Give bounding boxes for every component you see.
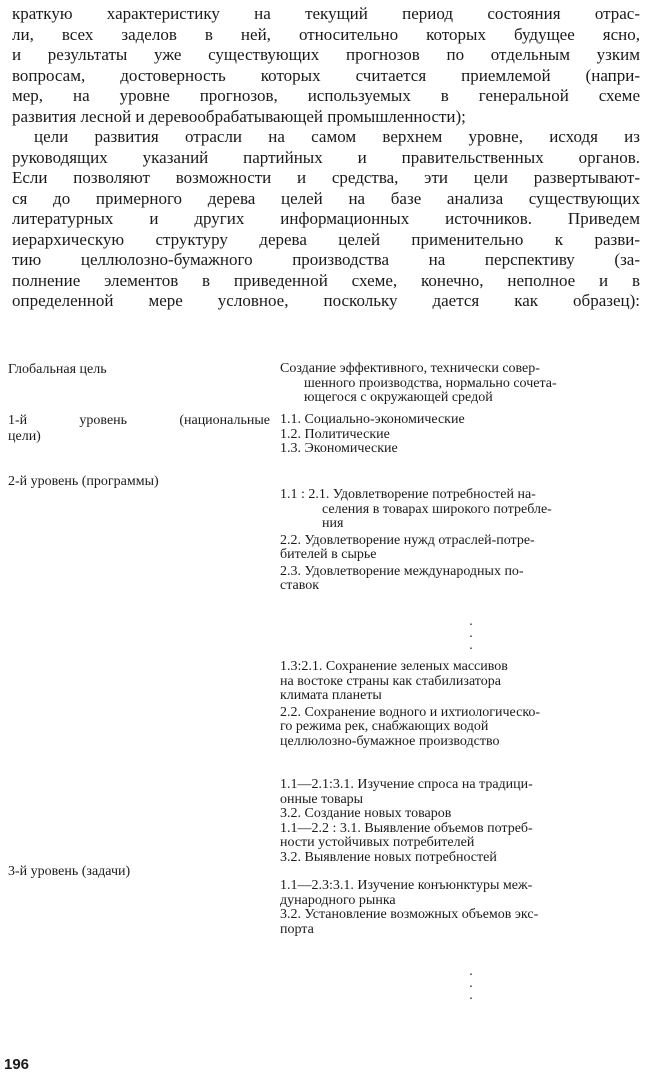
global-goal: Создание эффективного, технически совер- шенного производства, нормально сочета- ющегося с окружающей средой xyxy=(280,361,557,405)
list-item: 3.2. Установление возможных объемов экс- xyxy=(280,907,539,922)
text-line: и результаты уже существующих прогнозов по отдельным узким xyxy=(12,45,640,64)
text-line: Если позволяют возможности и средства, эти цели развертывают- xyxy=(12,168,640,187)
level2-group-1: 1.1 : 2.1. Удовлетворение потребностей на- селения в товарах широкого потребле- ния 2.2. Удовлетворение нужд отраслей-потре- бителей в сырье 2.3. Удовлетворение международных по- ставок xyxy=(280,488,640,594)
text-line: определенной мере условное, поскольку дается как образец): xyxy=(12,291,640,310)
list-item: 2.2. Сохранение водного и ихтиологическо- xyxy=(280,704,541,720)
list-item: 1.1. Социально-экономические xyxy=(280,412,465,427)
level2-group-2: 1.3:2.1. Сохранение зеленых массивов на востоке страны как стабилизатора климата планеты 2.2. Сохранение водного и ихтиологическо- го режима рек, снабжающих водой целлюлозно-бумажное производство xyxy=(280,660,640,749)
list-item: 1.1 : 2.1. Удовлетворение потребностей на- xyxy=(280,487,536,502)
list-item: 1.2. Политические xyxy=(280,426,390,442)
text-line: тию целлюлозно-бумажного производства на перспективу (за- xyxy=(12,250,640,269)
text-line: вопросам, достоверность которых считается приемлемой (напри- xyxy=(12,65,640,85)
text-line: иерархическую структуру дерева целей применительно к разви- xyxy=(12,229,640,249)
text-line: литературных и других информационных источников. Приведем xyxy=(12,209,640,228)
text-line: мер, на уровне прогнозов, используемых в генеральной схеме xyxy=(12,86,640,105)
label-level1: 1-й уровень (национальные xyxy=(8,413,270,428)
ellipsis-vertical: · · · xyxy=(468,618,474,657)
text-line: цели развития отрасли на самом верхнем уровне, исходя из xyxy=(34,127,640,146)
level3-list: 1.1—2.1:3.1. Изучение спроса на традици- онные товары 3.2. Создание новых товаров 1.1—2.2 : 3.1. Выявление объемов потреб- ности устойчивых потребителей 3.2. Выявление новых потребностей 1.1—2.3:3.1. Изучение конъюнктуры меж- дународного рынка 3.2. Установление возможных объемов экс- порта xyxy=(280,778,640,937)
list-item: 3.2. Выявление новых потребностей xyxy=(280,849,497,865)
list-item: 2.3. Удовлетворение международных по- xyxy=(280,563,524,579)
text-line: развития лесной и деревообрабатывающей промышленности); xyxy=(12,106,466,126)
page-number: 196 xyxy=(4,1056,30,1073)
list-item: 1.3:2.1. Сохранение зеленых массивов xyxy=(280,659,508,674)
label-level2: 2-й уровень (программы) xyxy=(8,474,159,489)
label-global-goal: Глобальная цель xyxy=(8,362,107,377)
label-level1-cont: цели) xyxy=(8,429,41,444)
label-level3: 3-й уровень (задачи) xyxy=(8,864,131,879)
text-line: ся до примерного дерева целей на базе анализа существующих xyxy=(12,188,640,208)
list-item: 1.1—2.2 : 3.1. Выявление объемов потреб- xyxy=(280,820,533,836)
text-line: краткую характеристику на текущий период состояния отрас- xyxy=(12,4,640,23)
list-item: 2.2. Удовлетворение нужд отраслей-потре- xyxy=(280,532,535,548)
text-line: полнение элементов в приведенной схеме, конечно, неполное и в xyxy=(12,270,640,290)
list-item: 1.1—2.1:3.1. Изучение спроса на традици- xyxy=(280,777,533,792)
ellipsis-vertical: · · · xyxy=(468,968,474,1007)
list-item: 3.2. Создание новых товаров xyxy=(280,806,452,821)
list-item: 1.1—2.3:3.1. Изучение конъюнктуры меж- xyxy=(280,878,533,893)
level1-list xyxy=(280,413,640,457)
text-line: ли, всех заделов в ней, относительно которых будущее ясно, xyxy=(12,24,640,44)
list-item: 1.3. Экономические xyxy=(280,441,398,456)
text-line: руководящих указаний партийных и правительственных органов. xyxy=(12,147,640,167)
